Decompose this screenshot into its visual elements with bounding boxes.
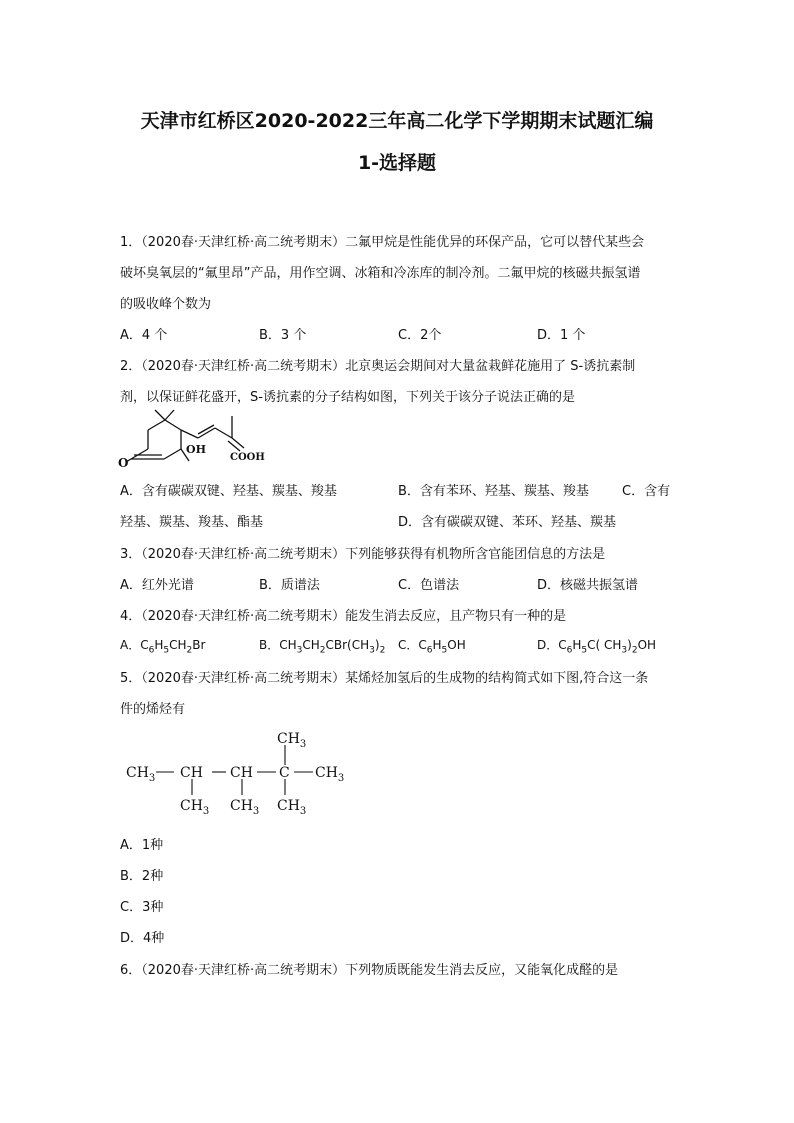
q2-option-d: D．含有碳碳双键、苯环、羟基、羰基 (398, 515, 617, 530)
q4-option-c: C．$C_6H_5OH$ (398, 638, 466, 656)
ch3-left: $CH_3$ (126, 765, 156, 784)
ch-1: CH (180, 765, 203, 781)
quaternary-c: C (279, 765, 290, 781)
q3-line1: 3．（2020春·天津红桥·高二统考期末）下列能够获得有机物所含官能团信息的方法是 (120, 547, 606, 562)
q5-option-c: C．3种 (120, 900, 164, 915)
q5-line1: 5．（2020春·天津红桥·高二统考期末）某烯烃加氢后的生成物的结构简式如下图,符合这一条 (120, 671, 649, 686)
q4-option-a: A．$C_6H_5CH_2Br$ (120, 638, 206, 656)
q2-option-a: A．含有碳碳双键、羟基、羰基、羧基 (120, 484, 337, 499)
q3-option-d: D．核磁共振氢谱 (537, 578, 639, 593)
ch3-under-ch2: $CH_3$ (230, 798, 260, 817)
q1-line3: 的吸收峰个数为 (120, 297, 212, 312)
q3-option-a: A．红外光谱 (120, 578, 194, 593)
q2-line2: 剂，以保证鲜花盛开，S-诱抗素的分子结构如图，下列关于该分子说法正确的是 (120, 390, 575, 405)
q2-option-b: B．含有苯环、羟基、羰基、羧基 (398, 484, 589, 499)
q5-option-b: B．2种 (120, 869, 164, 884)
q2-line1: 2．（2020春·天津红桥·高二统考期末）北京奥运会期间对大量盆栽鲜花施用了 S-诱抗素制 (120, 359, 636, 374)
q4-option-b: B．$CH_3CH_2CBr(CH_3)_2$ (259, 638, 386, 656)
q2-option-c-end: 羟基、羰基、羧基、酯基 (120, 515, 264, 530)
q3-option-b: B．质谱法 (259, 578, 320, 593)
q4-line1: 4．（2020春·天津红桥·高二统考期末）能发生消去反应，且产物只有一种的是 (120, 609, 567, 624)
q5-structure (118, 728, 358, 820)
q5-option-d: D．4种 (120, 931, 165, 946)
q1-option-a: A．4 个 (120, 328, 168, 343)
q1-line2: 破坏臭氧层的“氟里昂”产品，用作空调、冰箱和冷冻库的制冷剂。二氟甲烷的核磁共振氢谱 (120, 266, 641, 281)
document-title-line1: 天津市红桥区2020-2022三年高二化学下学期期末试题汇编 (140, 110, 654, 132)
q1-line1: 1．（2020春·天津红桥·高二统考期末）二氟甲烷是性能优异的环保产品，它可以替代某些会 (120, 235, 645, 250)
q1-option-b: B．3 个 (259, 328, 307, 343)
oh-label: OH (186, 443, 206, 456)
cooh-label: COOH (230, 452, 265, 463)
q4-option-d: D．$C_6H_5C$( $CH_3)_2OH$ (537, 638, 657, 656)
q1-option-c: C．2个 (398, 328, 442, 343)
carbonyl-o-label: O (118, 456, 129, 470)
q5-option-a: A．1种 (120, 838, 164, 853)
q2-option-c-start: C．含有 (622, 484, 671, 499)
ch3-under-ch1: $CH_3$ (180, 798, 210, 817)
ch3-top: $CH_3$ (277, 731, 307, 750)
ch-2: CH (230, 765, 253, 781)
q3-option-c: C．色谱法 (398, 578, 460, 593)
q5-line2: 件的烯烃有 (120, 702, 186, 717)
q1-option-d: D．1 个 (537, 328, 586, 343)
ch3-right: $CH_3$ (315, 765, 345, 784)
document-title-line2: 1-选择题 (357, 152, 437, 174)
s-abscisic-acid-structure (118, 408, 288, 470)
ch3-under-c: $CH_3$ (277, 798, 307, 817)
q6-line1: 6．（2020春·天津红桥·高二统考期末）下列物质既能发生消去反应，又能氧化成醛的是 (120, 963, 619, 978)
